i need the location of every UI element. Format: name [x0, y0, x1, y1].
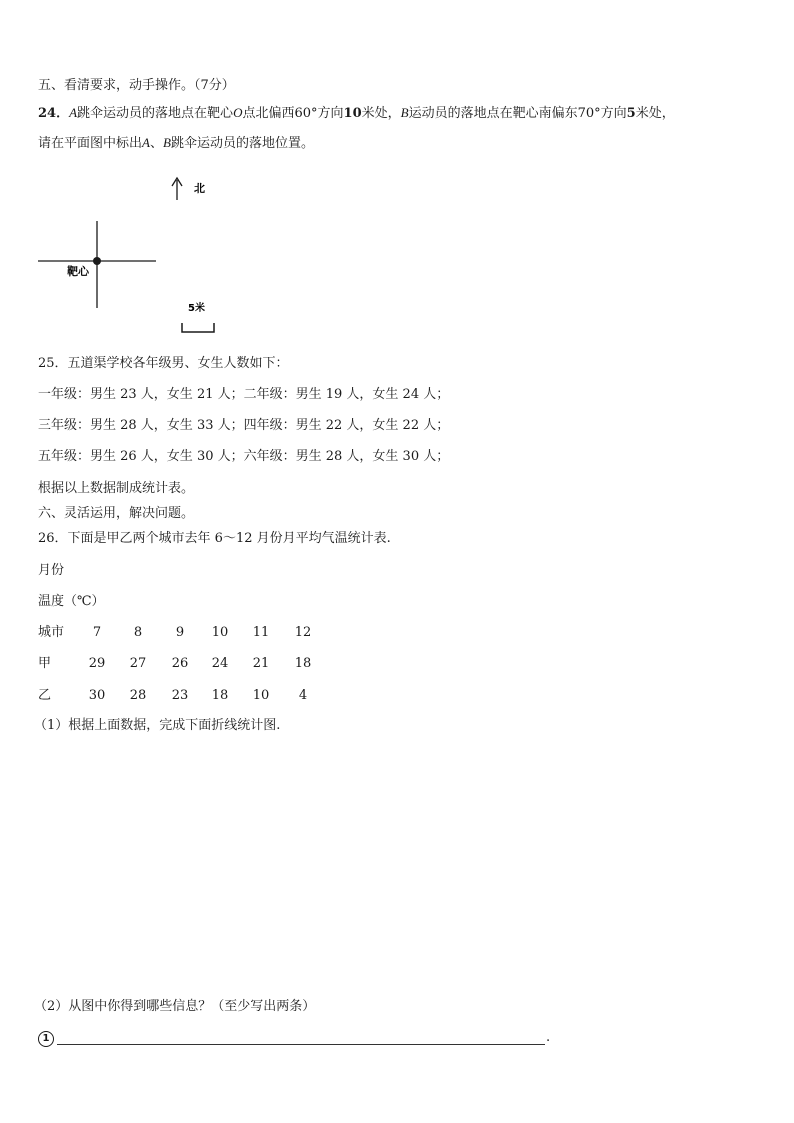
- answer-marker-1: 1: [38, 1031, 54, 1047]
- table-cell-a: 18: [294, 656, 312, 671]
- table-month-cell: 7: [92, 625, 102, 640]
- table-row-label-b: 乙: [38, 688, 52, 703]
- scale-label: 5米: [188, 303, 205, 314]
- q24-line2-sep: 、: [149, 136, 163, 151]
- answer-blank-1[interactable]: [57, 1044, 545, 1045]
- q26-title: 26．下面是甲乙两个城市去年 6～12 月份月平均气温统计表.: [38, 531, 391, 546]
- q24-text-f: 方向: [600, 106, 627, 121]
- q24-var-a: A: [69, 105, 78, 120]
- table-row-label-a: 甲: [38, 656, 52, 671]
- section-5-title: 五、看清要求，动手操作。（7分）: [38, 78, 235, 93]
- q24-line2-b: 跳伞运动员的落地位置。: [170, 136, 314, 151]
- table-row-label-city: 城市: [38, 625, 65, 640]
- table-cell-b: 18: [211, 688, 229, 703]
- q24-dist2: 5: [626, 106, 636, 121]
- q24-line2-a: 请在平面图中标出: [38, 136, 143, 151]
- q24-number: 24．: [38, 106, 70, 121]
- q24-var-b: B: [400, 105, 409, 120]
- table-month-cell: 11: [252, 625, 270, 640]
- table-cell-b: 4: [298, 688, 308, 703]
- q24-deg2: 70°: [577, 106, 601, 121]
- table-cell-a: 24: [211, 656, 229, 671]
- table-cell-a: 26: [171, 656, 189, 671]
- scale-bar: [182, 323, 214, 332]
- q25-row-2: 三年级：男生 28 人，女生 33 人；四年级：男生 22 人，女生 22 人；: [38, 418, 450, 433]
- table-cell-a: 21: [252, 656, 270, 671]
- q24-var-o: O: [233, 105, 243, 120]
- table-cell-b: 10: [252, 688, 270, 703]
- q24-line2-var-a: A: [142, 135, 150, 150]
- q24-text-g: 米处，: [635, 106, 675, 121]
- table-month-cell: 12: [294, 625, 312, 640]
- table-cell-b: 28: [129, 688, 147, 703]
- table-cell-a: 27: [129, 656, 147, 671]
- section-6-title: 六、灵活运用，解决问题。: [38, 506, 195, 521]
- q24-line-2: [38, 134, 314, 153]
- table-cell-b: 23: [171, 688, 189, 703]
- q24-dist1: 10: [343, 106, 362, 121]
- q24-line2-var-b: B: [162, 135, 171, 150]
- target-diagram: [30, 168, 230, 343]
- q26-header-temp: 温度（℃）: [38, 594, 105, 609]
- q24-line-1: [38, 104, 675, 123]
- answer-end-period: .: [546, 1030, 551, 1045]
- q24-text-c: 方向: [317, 106, 344, 121]
- q25-instruction: 根据以上数据制成统计表。: [38, 481, 195, 496]
- target-center-dot: [93, 257, 101, 265]
- q24-text-d: 米处，: [361, 106, 401, 121]
- table-month-cell: 10: [211, 625, 229, 640]
- q24-text-b: 点北偏西: [242, 106, 295, 121]
- north-label: 北: [194, 182, 205, 195]
- q24-text-a: 跳伞运动员的落地点在靶心: [77, 106, 234, 121]
- q26-sub-1: （1）根据上面数据，完成下面折线统计图.: [34, 718, 281, 733]
- table-cell-b: 30: [88, 688, 106, 703]
- q25-row-1: 一年级：男生 23 人，女生 21 人；二年级：男生 19 人，女生 24 人；: [38, 387, 450, 402]
- q26-header-month: 月份: [38, 563, 65, 578]
- q25-title: 25．五道渠学校各年级男、女生人数如下：: [38, 356, 289, 371]
- table-cell-a: 29: [88, 656, 106, 671]
- q26-sub-2: （2）从图中你得到哪些信息？（至少写出两条）: [34, 999, 316, 1014]
- table-month-cell: 8: [133, 625, 143, 640]
- target-center-label: 靶心: [67, 265, 89, 278]
- q25-row-3: 五年级：男生 26 人，女生 30 人；六年级：男生 28 人，女生 30 人；: [38, 449, 450, 464]
- table-month-cell: 9: [175, 625, 185, 640]
- q24-text-e: 运动员的落地点在靶心南偏东: [408, 106, 578, 121]
- q24-deg1: 60°: [294, 106, 318, 121]
- q26-temperature-table: [38, 624, 338, 714]
